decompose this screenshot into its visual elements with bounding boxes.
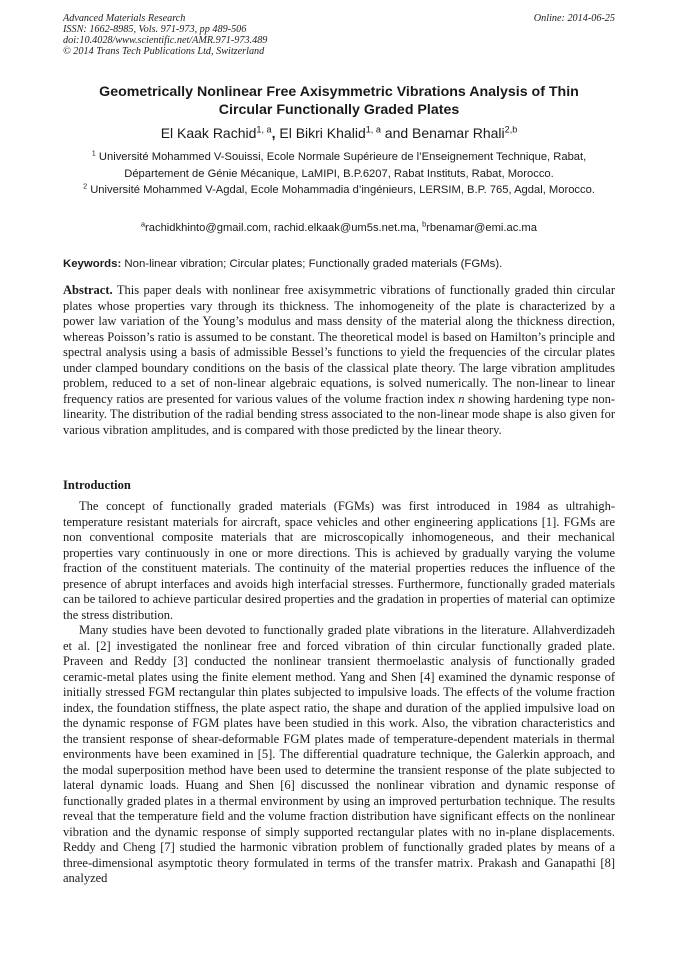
affiliation-1-number: 1	[91, 148, 96, 158]
author-conjunction: and	[380, 125, 413, 141]
copyright-line: © 2014 Trans Tech Publications Ltd, Switzerland	[63, 46, 265, 57]
emails-a[interactable]: rachidkhinto@gmail.com, rachid.elkaak@um5s.net.ma,	[145, 222, 423, 234]
email-marker-a: a	[141, 219, 146, 229]
keywords-text: Non-linear vibration; Circular plates; Functionally graded materials (FGMs).	[121, 258, 503, 270]
affiliation-2-text: Université Mohammed V-Agdal, Ecole Mohammadia d’ingénieurs, LERSIM, B.P. 765, Agdal, Morocco.	[87, 184, 595, 196]
doi-line[interactable]: doi:10.4028/www.scientific.net/AMR.971-973.489	[63, 35, 268, 46]
introduction-body	[63, 499, 615, 887]
abstract-symbol-n: n	[458, 391, 465, 406]
keywords-label: Keywords:	[63, 258, 122, 270]
author-3: Benamar Rhali	[412, 125, 505, 141]
title-line-2: Circular Functionally Graded Plates	[218, 102, 460, 118]
issn-line: ISSN: 1662-8985, Vols. 971-973, pp 489-506	[63, 24, 247, 35]
keywords	[63, 257, 615, 272]
author-1: El Kaak Rachid	[160, 125, 257, 141]
intro-paragraph-1: The concept of functionally graded materials (FGMs) was first introduced in 1984 as ultrahigh-temperature resistant materials for aircraft, space vehicles and other engineering applications [1]. FGMs are non conventional composite materials that are microscopically inhomogeneous, and their mechanical properties vary continuously in one or more directions. This is achieved by gradually varying the volume fraction of the constituent materials. The continuity of the material properties reduces the influence of the presence of abrupt interfaces and avoids high interfacial stresses. Furthermore, functionally graded materials can be tailored to achieve particular desired properties and the gradation in properties of material can optimize the stress distribution.	[63, 499, 615, 622]
abstract	[63, 283, 615, 438]
author-list	[40, 124, 638, 142]
email-marker-b: b	[422, 219, 427, 229]
journal-header	[63, 13, 615, 57]
paper-title	[40, 83, 638, 119]
abstract-text-2: showing hardening type non-linearity. The distribution of the radial bending stress associated to the non-linear mode shape is also given for various vibration amplitudes, and is compared with those predicted by the linear theory.	[63, 391, 615, 437]
author-3-affiliation: 2,b	[504, 124, 518, 135]
affiliation-1-text: Université Mohammed V-Souissi, Ecole Normale Supérieure de l’Enseignement Technique, Rabat, Département de Génie Mécanique, LaMIPI, B.P.6207, Rabat Instituts, Rabat, Morocco.	[95, 151, 587, 180]
author-1-affiliation: 1, a	[256, 124, 272, 135]
email-b[interactable]: rbenamar@emi.ac.ma	[426, 222, 537, 234]
affiliation-1	[63, 149, 615, 182]
author-2: El Bikri Khalid	[275, 125, 366, 141]
title-line-1: Geometrically Nonlinear Free Axisymmetric Vibrations Analysis of Thin	[99, 84, 579, 100]
author-emails	[63, 220, 615, 236]
intro-paragraph-2: Many studies have been devoted to functionally graded plate vibrations in the literature. Allahverdizadeh et al. [2] investigated the nonlinear free and forced vibration of thin circular functionally graded plate. Praveen and Reddy [3] conducted the nonlinear transient thermoelastic analysis of functionally graded ceramic-metal plates using the finite element method. Yang and Shen [4] examined the dynamic response of initially stressed FGM rectangular thin plates subjected to impulsive loads. The effects of the volume fraction index, the foundation stiffness, the plate aspect ratio, the shape and duration of the applied impulsive load on the dynamic response of FGM plates have been studied in this work. Also, the vibration characteristics and the transient response of shear-deformable FGM plates made of temperature-dependent materials in thermal environments have been examined in [5]. The differential quadrature technique, the Galerkin approach, and the modal superposition method have been used to determine the transient response of the plate subjected to lateral dynamic loads. Huang and Shen [6] discussed the nonlinear vibration and dynamic response of functionally graded plates in a thermal environment by using an improved perturbation technique. The results reveal that the temperature field and the volume fraction distribution have significant effects on the nonlinear vibration and the dynamic response of simply supported rectangular plates with no in-plane displacements. Reddy and Cheng [7] studied the harmonic vibration problem of functionally graded plates by means of a three-dimensional asymptotic theory formulated in terms of the transfer matrix. Prakash and Ganapathi [8] analyzed	[63, 623, 615, 885]
affiliation-2-number: 2	[83, 181, 88, 191]
author-2-affiliation: 1, a	[365, 124, 381, 135]
author-separator: ,	[271, 125, 276, 141]
affiliation-2	[63, 182, 615, 199]
abstract-label: Abstract.	[63, 283, 113, 297]
online-date: Online: 2014-06-25	[533, 13, 615, 24]
abstract-text-1: This paper deals with nonlinear free axisymmetric vibrations of functionally graded thin circular plates whose properties vary through its thickness. The inhomogeneity of the plate is characterized by a power law variation of the Young’s modulus and mass density of the material along the thickness direction, whereas Poisson’s ratio is assumed to be constant. The theoretical model is based on Hamilton’s principle and spectral analysis using a basis of admissible Bessel’s functions to yield the frequencies of the circular plates under clamped boundary conditions on the basis of the classical plate theory. The large vibration amplitudes problem, reduced to a set of non-linear algebraic equations, is solved numerically. The non-linear to linear frequency ratios are presented for various values of the volume fraction index	[63, 283, 615, 406]
journal-name: Advanced Materials Research	[63, 13, 186, 24]
section-heading-introduction: Introduction	[63, 478, 131, 492]
